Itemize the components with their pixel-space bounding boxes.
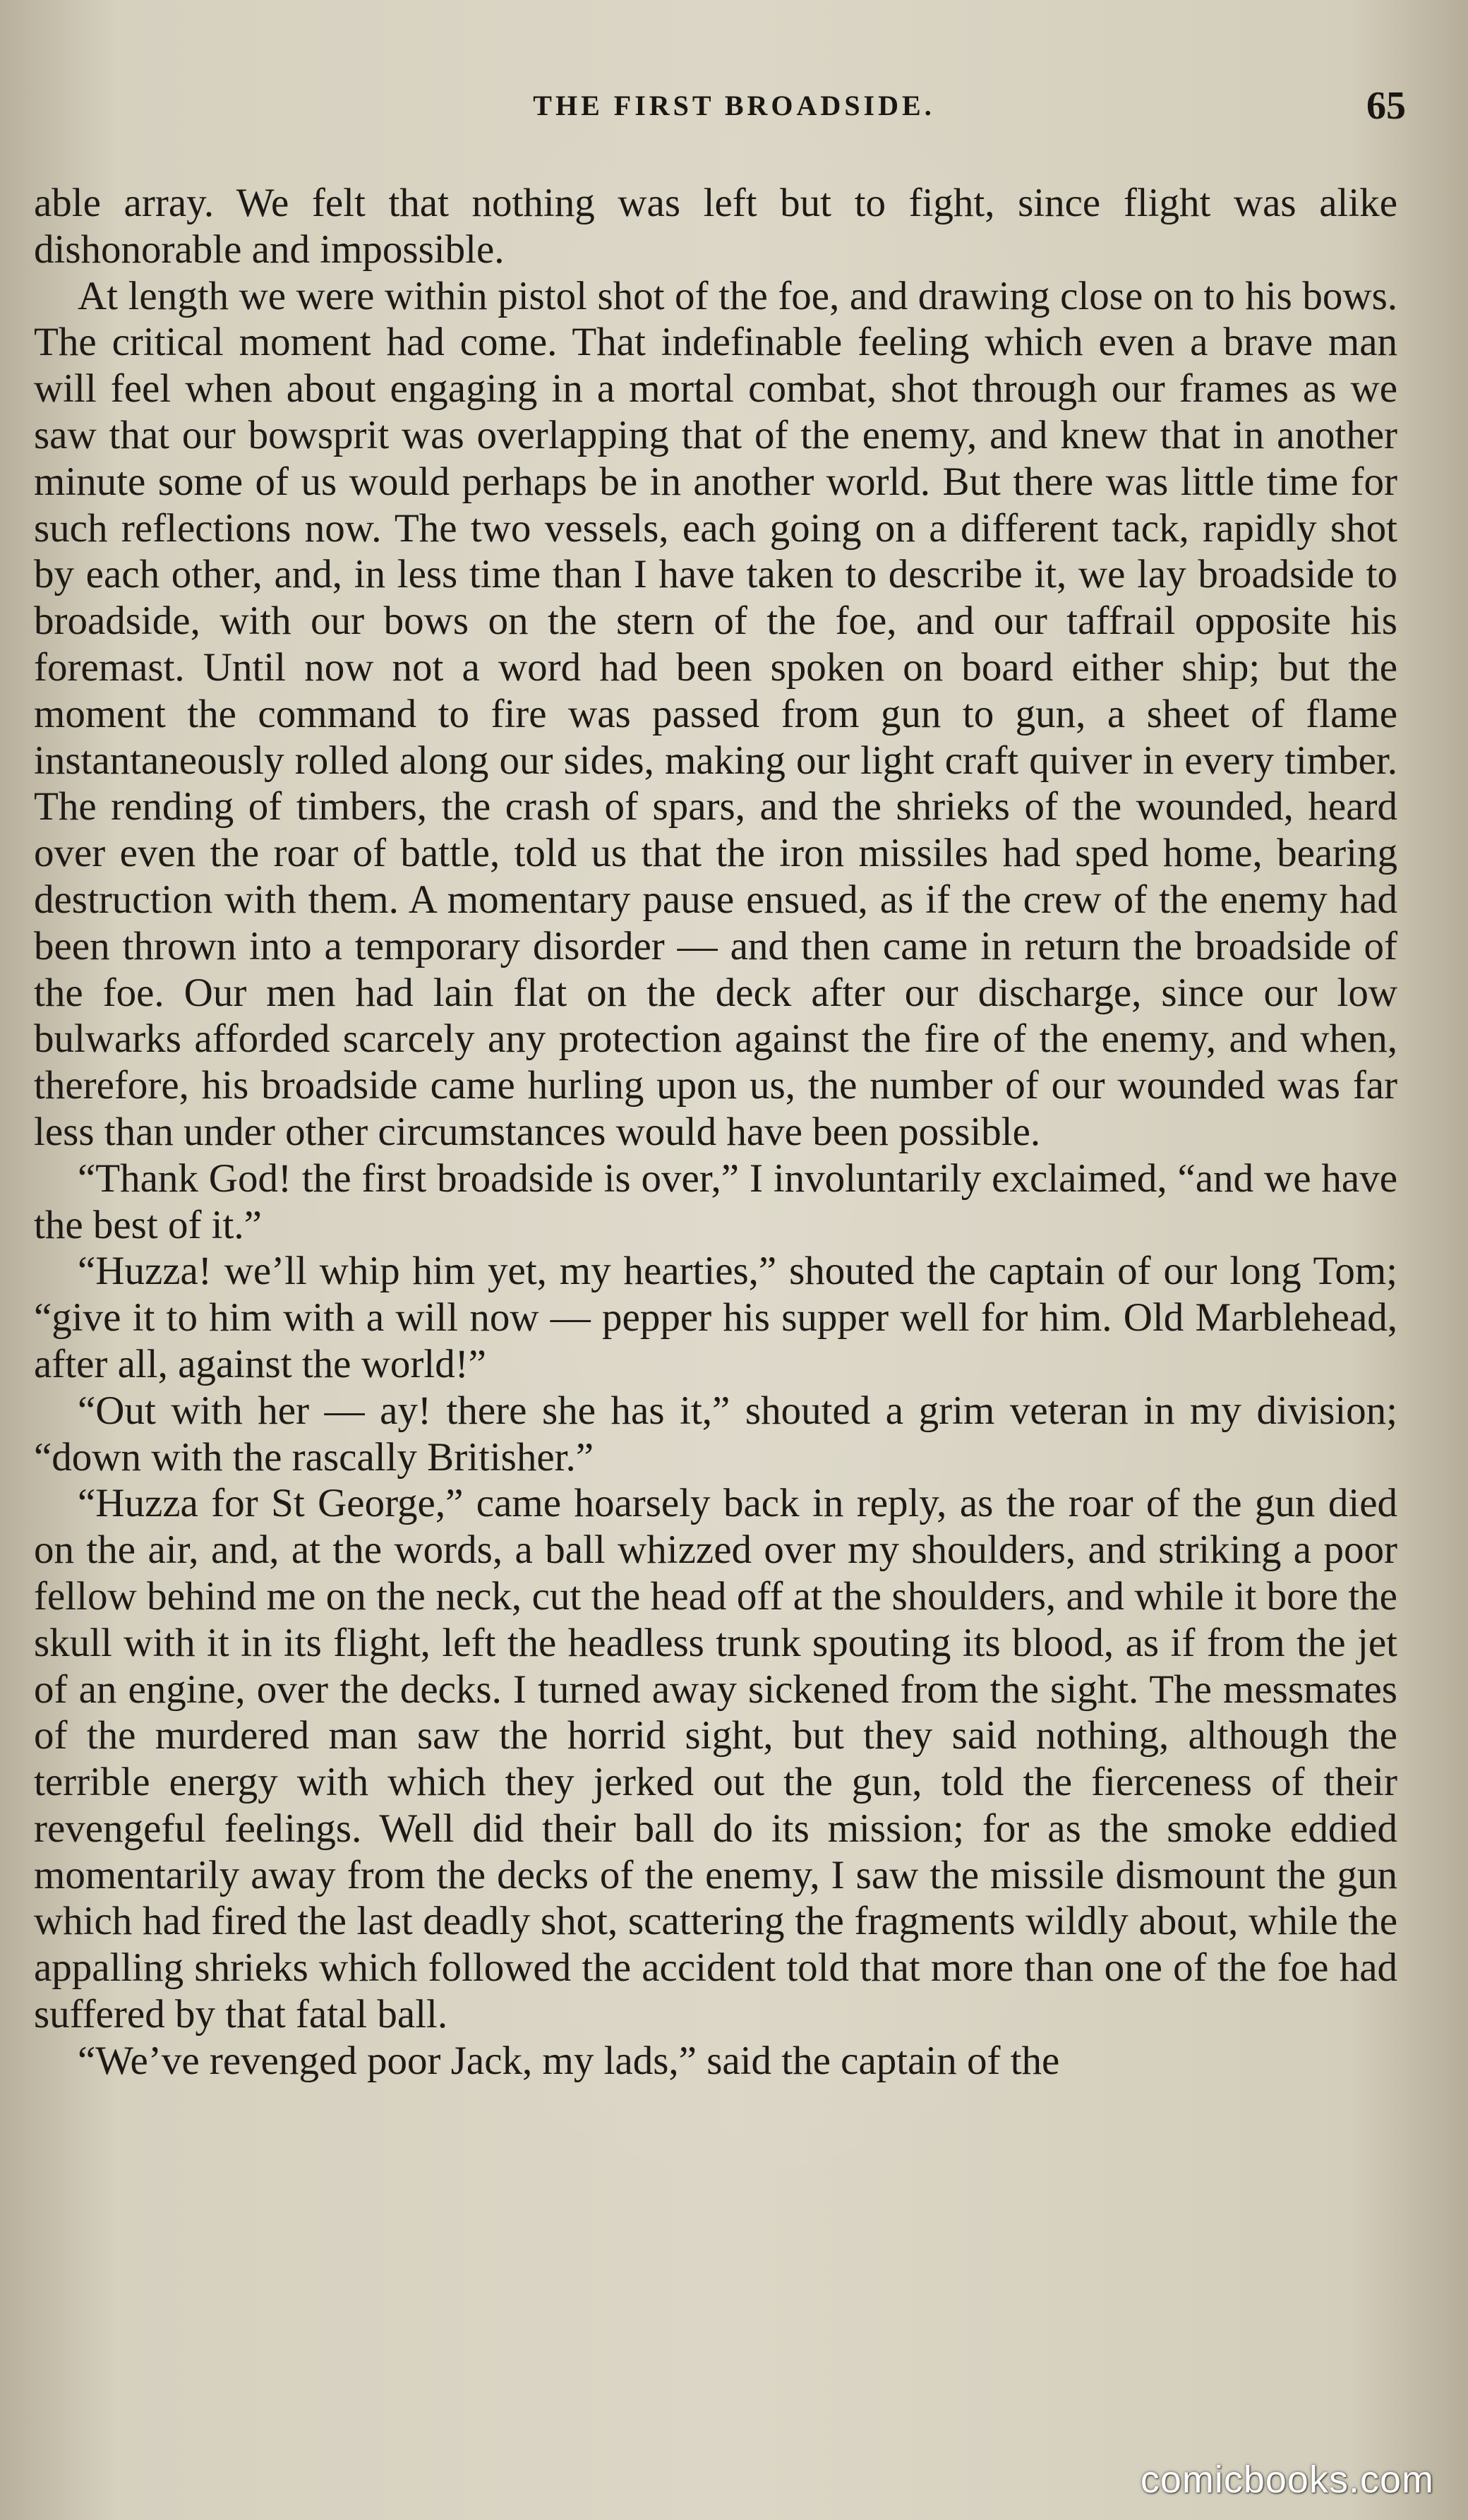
paragraph: “Huzza for St George,” came hoarsely back in reply, as the roar of the gun died on the air, and, at the words, a ball whizzed over my shoulders, and striking a poor fellow behind me on the neck, cut the head off at the shoulders, and while it bore the skull with it in its flight, left the headless trunk spouting its blood, as if from the jet of an engine, over the decks. I turned away sickened from the sight. The messmates of the murdered man saw the horrid sight, but they said nothing, although the terrible energy with which they jerked out the gun, told the fierceness of their revengeful feelings. Well did their ball do its mission; for as the smoke eddied momentarily away from the decks of the enemy, I saw the missile dismount the gun which had fired the last deadly shot, scattering the fragments wildly about, while the appalling shrieks which followed the accident told that more than one of the foe had suffered by that fatal ball. (34, 1481, 1397, 2037)
paragraph: “Huzza! we’ll whip him yet, my hearties,” shouted the captain of our long Tom; “give it to him with a will now — pepper his supper well for him. Old Marblehead, after all, against the world!” (34, 1249, 1397, 1386)
paragraph: “Thank God! the first broadside is over,” I involuntarily exclaimed, “and we have the best of it.” (34, 1156, 1397, 1247)
paragraph: At length we were within pistol shot of the foe, and drawing close on to his bows. The critical moment had come. That indefinable feeling which even a brave man will feel when about engaging in a mortal combat, shot through our frames as we saw that our bowsprit was overlapping that of the enemy, and knew that in another minute some of us would perhaps be in another world. But there was little time for such reflections now. The two vessels, each going on a different tack, rapidly shot by each other, and, in less time than I have taken to describe it, we lay broadside to broadside, with our bows on the stern of the foe, and our taffrail opposite his foremast. Until now not a word had been spoken on board either ship; but the moment the command to fire was passed from gun to gun, a sheet of flame instantaneously rolled along our sides, making our light craft quiver in every timber. The rending of timbers, the crash of spars, and the shrieks of the wounded, heard over even the roar of battle, told us that the iron missiles had sped home, bearing destruction with them. A momentary pause ensued, as if the crew of the enemy had been thrown into a temporary disorder — and then came in return the broadside of the foe. Our men had lain flat on the deck after our discharge, since our low bulwarks afforded scarcely any protection against the fire of the enemy, and when, therefore, his broadside came hurling upon us, the number of our wounded was far less than under other circumstances would have been possible. (34, 273, 1397, 1154)
running-head: THE FIRST BROADSIDE. (533, 90, 935, 121)
paragraph: able array. We felt that nothing was left but to fight, since flight was alike dishonorable and impossible. (34, 181, 1397, 272)
watermark: comicbooks.com (1140, 2459, 1434, 2501)
page-header (0, 83, 1468, 133)
paragraph: “We’ve revenged poor Jack, my lads,” said the captain of the (78, 2038, 1060, 2083)
body-text (34, 180, 1397, 2084)
page-number: 65 (1366, 84, 1406, 128)
paragraph: “Out with her — ay! there she has it,” shouted a grim veteran in my division; “down with the rascally Britisher.” (34, 1388, 1397, 1480)
